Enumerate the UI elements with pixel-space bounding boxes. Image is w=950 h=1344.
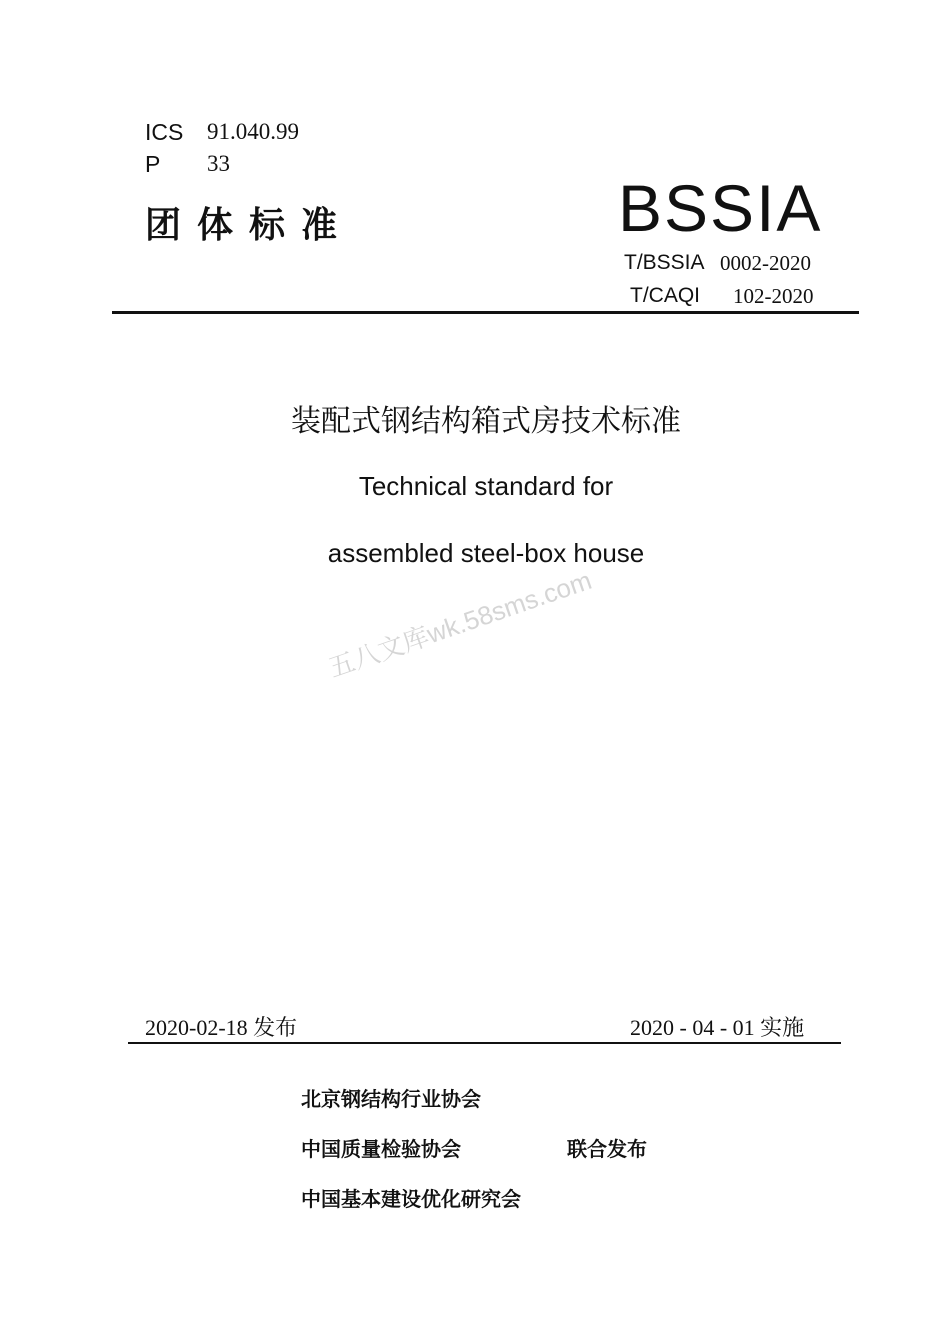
ics-label: ICS	[145, 119, 184, 145]
standard-code-number: 0002-2020	[720, 251, 811, 275]
standard-code-number: 102-2020	[733, 284, 814, 308]
header-divider	[112, 311, 859, 314]
document-title-english-line2: assembled steel-box house	[327, 538, 645, 568]
footer-divider	[128, 1042, 841, 1044]
standard-code-prefix: T/CAQI	[630, 284, 701, 307]
ics-value: 91.040.99	[207, 119, 299, 144]
implementation-date: 2020 - 04 - 01 实施	[630, 1015, 805, 1040]
joint-release-label: 联合发布	[567, 1137, 647, 1161]
issue-date: 2020-02-18 发布	[145, 1015, 298, 1040]
standard-type-heading: 团体标准	[145, 205, 354, 246]
p-value: 33	[207, 151, 230, 176]
p-label: P	[145, 151, 161, 177]
publisher-organization: 中国基本建设优化研究会	[301, 1187, 521, 1211]
watermark: 五八文库wk.58sms.com	[324, 564, 596, 684]
document-title-chinese: 装配式钢结构箱式房技术标准	[291, 404, 681, 439]
publisher-organization: 北京钢结构行业协会	[301, 1087, 481, 1111]
bssia-logo: BSSIA	[618, 171, 823, 245]
publisher-organization: 中国质量检验协会	[301, 1137, 461, 1161]
standard-code-prefix: T/BSSIA	[624, 251, 705, 274]
document-title-english-line1: Technical standard for	[358, 471, 614, 501]
